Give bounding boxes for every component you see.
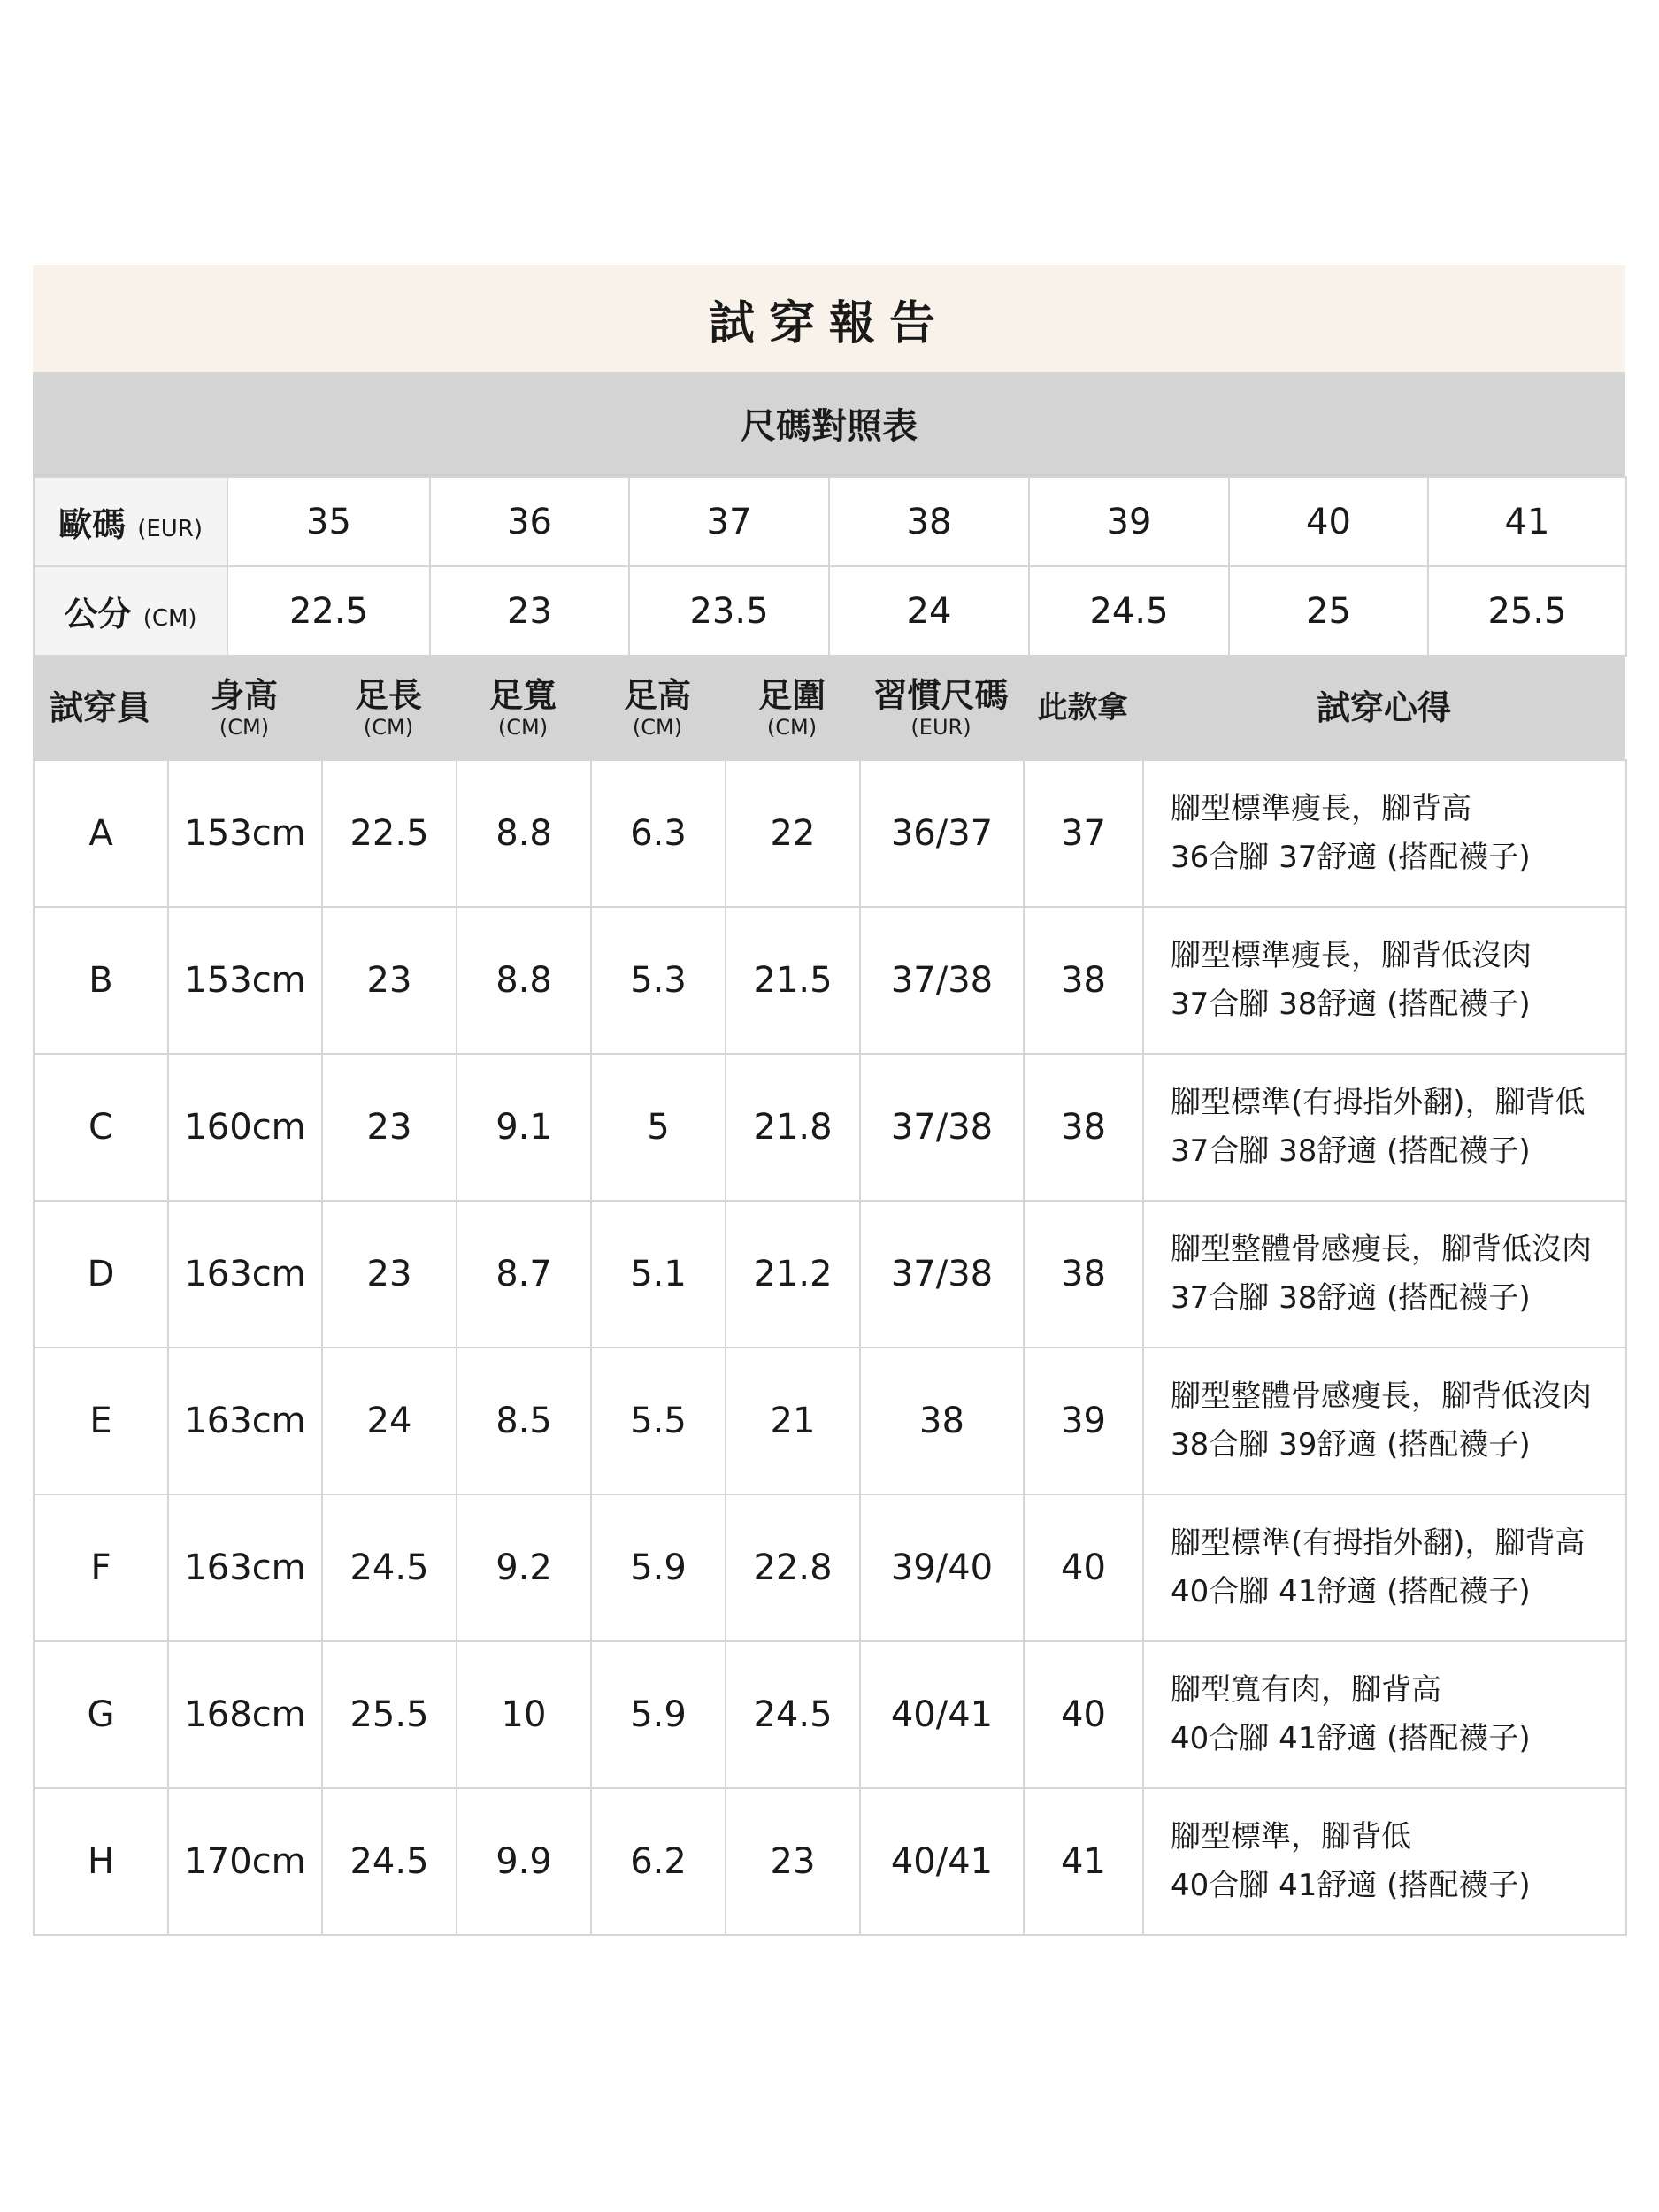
header-foot-height-unit: (CM) <box>632 715 683 740</box>
tester-feedback-line: 腳型整體骨感瘦長，腳背低沒肉 <box>1171 1232 1592 1267</box>
tester-row <box>34 1641 1626 1788</box>
tester-foot-girth: 21 <box>726 1348 860 1494</box>
header-foot-width-label: 足寬 <box>488 676 557 715</box>
tester-row <box>34 760 1626 907</box>
header-height-label: 身高 <box>210 676 278 715</box>
eur-size: 40 <box>1229 477 1428 566</box>
tester-foot-height: 6.3 <box>591 760 726 907</box>
tester-foot-width: 8.5 <box>457 1348 591 1494</box>
tester-usual-size: 40/41 <box>860 1788 1024 1935</box>
tester-table <box>33 759 1627 1936</box>
tester-foot-length: 23 <box>322 907 457 1054</box>
tester-height: 163cm <box>168 1494 322 1641</box>
tester-foot-width: 8.8 <box>457 760 591 907</box>
tester-feedback-line: 腳型標準，腳背低 <box>1171 1819 1411 1855</box>
tester-feedback <box>1143 907 1626 1054</box>
tester-height: 160cm <box>168 1054 322 1201</box>
header-usual-size-label: 習慣尺碼 <box>873 676 1009 715</box>
tester-foot-width: 8.8 <box>457 907 591 1054</box>
tester-foot-width: 9.9 <box>457 1788 591 1935</box>
tester-foot-height: 5.5 <box>591 1348 726 1494</box>
tester-feedback <box>1143 1201 1626 1348</box>
tester-feedback-line: 腳型標準瘦長，腳背低沒肉 <box>1171 938 1532 973</box>
header-foot-width <box>456 676 590 740</box>
header-usual-size-unit: (EUR) <box>910 715 972 740</box>
tester-feedback-line: 腳型寬有肉，腳背高 <box>1171 1672 1441 1708</box>
tester-height: 153cm <box>168 907 322 1054</box>
tester-foot-width: 9.1 <box>457 1054 591 1201</box>
tester-this-style-size: 38 <box>1024 907 1143 1054</box>
tester-height: 168cm <box>168 1641 322 1788</box>
tester-id: C <box>34 1054 168 1201</box>
tester-feedback <box>1143 1641 1626 1788</box>
eur-size: 41 <box>1428 477 1626 566</box>
eur-size: 37 <box>629 477 829 566</box>
tester-foot-girth: 21.8 <box>726 1054 860 1201</box>
tester-this-style-size: 39 <box>1024 1348 1143 1494</box>
eur-unit: (EUR) <box>137 516 204 542</box>
tester-feedback-line: 40合腳 41舒適 (搭配襪子) <box>1171 1574 1531 1609</box>
tester-this-style-size: 38 <box>1024 1201 1143 1348</box>
tester-foot-height: 5.3 <box>591 907 726 1054</box>
tester-id: D <box>34 1201 168 1348</box>
tester-this-style-size: 38 <box>1024 1054 1143 1201</box>
tester-feedback <box>1143 1348 1626 1494</box>
tester-this-style-size: 37 <box>1024 760 1143 907</box>
header-tester-label: 試穿員 <box>49 688 150 727</box>
report-title: 試穿報告 <box>33 265 1625 372</box>
tester-foot-height: 5.1 <box>591 1201 726 1348</box>
tester-feedback-line: 37合腳 38舒適 (搭配襪子) <box>1171 1280 1531 1316</box>
fitting-report <box>33 265 1625 1936</box>
header-feedback-label: 試穿心得 <box>1316 688 1451 727</box>
tester-foot-width: 10 <box>457 1641 591 1788</box>
cm-size: 23 <box>430 566 629 656</box>
tester-foot-width: 8.7 <box>457 1201 591 1348</box>
tester-usual-size: 38 <box>860 1348 1024 1494</box>
tester-foot-height: 5 <box>591 1054 726 1201</box>
size-chart-title: 尺碼對照表 <box>33 372 1625 476</box>
tester-foot-girth: 22 <box>726 760 860 907</box>
cm-label-cell <box>34 566 227 656</box>
tester-feedback-line: 腳型標準瘦長，腳背高 <box>1171 791 1471 826</box>
eur-label: 歐碼 <box>58 505 126 544</box>
tester-row <box>34 1494 1626 1641</box>
cm-size: 25.5 <box>1428 566 1626 656</box>
eur-size: 38 <box>829 477 1029 566</box>
tester-feedback-line: 40合腳 41舒適 (搭配襪子) <box>1171 1868 1531 1903</box>
tester-row <box>34 1788 1626 1935</box>
tester-feedback-line: 40合腳 41舒適 (搭配襪子) <box>1171 1721 1531 1756</box>
tester-foot-height: 6.2 <box>591 1788 726 1935</box>
cm-unit: (CM) <box>142 605 197 632</box>
tester-feedback <box>1143 760 1626 907</box>
tester-foot-girth: 21.5 <box>726 907 860 1054</box>
cm-size: 22.5 <box>227 566 430 656</box>
tester-foot-length: 23 <box>322 1201 457 1348</box>
header-foot-height <box>590 676 725 740</box>
tester-this-style-size: 40 <box>1024 1641 1143 1788</box>
tester-table-header <box>33 657 1625 759</box>
tester-feedback <box>1143 1054 1626 1201</box>
tester-usual-size: 37/38 <box>860 1201 1024 1348</box>
tester-foot-length: 25.5 <box>322 1641 457 1788</box>
tester-feedback-line: 腳型標準(有拇指外翻)，腳背低 <box>1171 1085 1586 1120</box>
tester-usual-size: 37/38 <box>860 907 1024 1054</box>
tester-height: 163cm <box>168 1201 322 1348</box>
tester-feedback <box>1143 1788 1626 1935</box>
tester-feedback-line: 37合腳 38舒適 (搭配襪子) <box>1171 987 1531 1022</box>
tester-foot-width: 9.2 <box>457 1494 591 1641</box>
header-foot-length-label: 足長 <box>354 676 422 715</box>
cm-size: 24 <box>829 566 1029 656</box>
tester-foot-girth: 22.8 <box>726 1494 860 1641</box>
header-height <box>167 676 321 740</box>
tester-feedback-line: 37合腳 38舒適 (搭配襪子) <box>1171 1133 1531 1169</box>
header-feedback <box>1142 688 1625 727</box>
header-foot-height-label: 足高 <box>623 676 691 715</box>
tester-id: A <box>34 760 168 907</box>
tester-feedback-line: 腳型整體骨感瘦長，腳背低沒肉 <box>1171 1379 1592 1414</box>
tester-row <box>34 1054 1626 1201</box>
tester-feedback-line: 腳型標準(有拇指外翻)，腳背高 <box>1171 1525 1586 1561</box>
cm-size: 23.5 <box>629 566 829 656</box>
tester-height: 153cm <box>168 760 322 907</box>
header-foot-girth-label: 足圍 <box>757 676 826 715</box>
tester-usual-size: 40/41 <box>860 1641 1024 1788</box>
tester-foot-length: 24.5 <box>322 1494 457 1641</box>
tester-usual-size: 37/38 <box>860 1054 1024 1201</box>
tester-height: 170cm <box>168 1788 322 1935</box>
eur-size: 35 <box>227 477 430 566</box>
tester-feedback-line: 36合腳 37舒適 (搭配襪子) <box>1171 840 1531 875</box>
tester-usual-size: 39/40 <box>860 1494 1024 1641</box>
eur-size-row <box>34 477 1626 566</box>
header-usual-size <box>859 676 1023 740</box>
cm-size: 25 <box>1229 566 1428 656</box>
tester-id: B <box>34 907 168 1054</box>
tester-id: H <box>34 1788 168 1935</box>
header-foot-girth-unit: (CM) <box>766 715 818 740</box>
tester-this-style-size: 40 <box>1024 1494 1143 1641</box>
tester-feedback-line: 38合腳 39舒適 (搭配襪子) <box>1171 1427 1531 1463</box>
tester-feedback <box>1143 1494 1626 1641</box>
tester-foot-girth: 23 <box>726 1788 860 1935</box>
tester-height: 163cm <box>168 1348 322 1494</box>
header-foot-width-unit: (CM) <box>497 715 549 740</box>
size-chart-table <box>33 476 1627 657</box>
tester-foot-length: 24.5 <box>322 1788 457 1935</box>
tester-id: G <box>34 1641 168 1788</box>
tester-foot-length: 23 <box>322 1054 457 1201</box>
tester-id: E <box>34 1348 168 1494</box>
tester-row <box>34 907 1626 1054</box>
header-foot-length <box>321 676 456 740</box>
tester-foot-height: 5.9 <box>591 1494 726 1641</box>
header-tester <box>33 688 167 727</box>
eur-size: 36 <box>430 477 629 566</box>
tester-foot-length: 22.5 <box>322 760 457 907</box>
cm-size-row <box>34 566 1626 656</box>
header-height-unit: (CM) <box>219 715 270 740</box>
tester-id: F <box>34 1494 168 1641</box>
header-foot-length-unit: (CM) <box>363 715 414 740</box>
eur-label-cell <box>34 477 227 566</box>
header-this-style <box>1023 688 1142 727</box>
tester-foot-girth: 24.5 <box>726 1641 860 1788</box>
tester-usual-size: 36/37 <box>860 760 1024 907</box>
header-foot-girth <box>725 676 859 740</box>
tester-foot-length: 24 <box>322 1348 457 1494</box>
tester-this-style-size: 41 <box>1024 1788 1143 1935</box>
tester-row <box>34 1201 1626 1348</box>
cm-size: 24.5 <box>1029 566 1229 656</box>
tester-foot-height: 5.9 <box>591 1641 726 1788</box>
eur-size: 39 <box>1029 477 1229 566</box>
header-this-style-label: 此款拿 <box>1037 690 1128 726</box>
tester-foot-girth: 21.2 <box>726 1201 860 1348</box>
cm-label: 公分 <box>64 595 132 634</box>
tester-row <box>34 1348 1626 1494</box>
